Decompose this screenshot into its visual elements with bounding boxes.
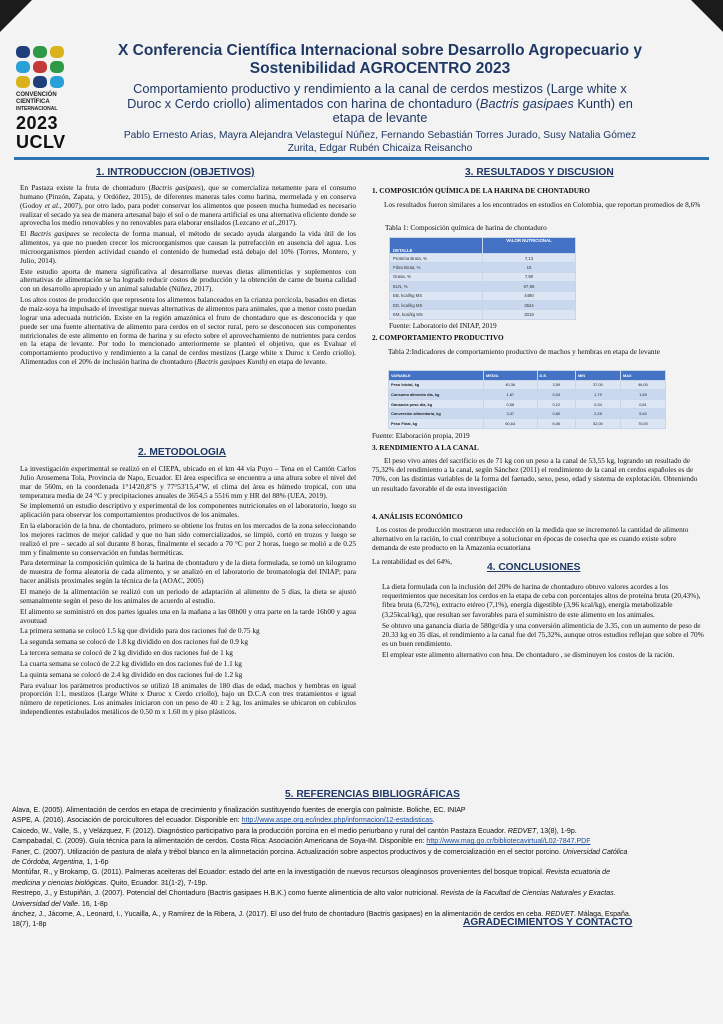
- reference-item: [12, 858, 712, 868]
- reference-item: [12, 900, 712, 910]
- logo-name: UCLV: [16, 132, 66, 152]
- table-row: [389, 399, 666, 409]
- text: se recolecta de forma manual, el método de secado ayuda alargando la vida útil de los alimentos, ya que no pueden crecer los microorganismos que causan la putrefacción en ausencia del agua. Los microorganismos pierden actividad cuando el contenido de humedad está debajo del 10% (Torres, Montero, y Julio, 2014).: [20, 229, 356, 265]
- methods-paragraph: La investigación experimental se realizó en el CIEPA, ubicado en el km 44 vía Puyo – Tena en el Cantón Carlos Julio Arosemena Tola, Provincia de Napo, Ecuador. El área especifica se encuentra a una altura sobre el nivel del mar de 560m, en la coordenada 1°14'20,8"S y 77°53'15,4"W, el clima del área es húmedo tropical, con una temperatura media de 24 °C y precipitaciones anuales de 3654,5 a 5516 mm y HR del 88% (UEA, 2019).: [20, 464, 356, 500]
- table-productive-indicators: [388, 370, 666, 429]
- text: ., 2007), por otro lado, para poder conservar los alimentos que poseen mucha humedad es necesario realizar el secado ya sea de manera artesanal bajo el sol o de manera artificial es una alternativa eficiente donde se aprovecha los medio renovables y no renovables para elaborar ensilados (Lezcano: [20, 200, 356, 228]
- text: en etapa de levante.: [267, 357, 327, 367]
- header-divider: [14, 157, 709, 160]
- logo-year: 2023: [16, 113, 59, 133]
- conclusions-body: [382, 582, 704, 660]
- text: Revista de la Facultad de Ciencias Naturales y Exactas.: [440, 890, 616, 898]
- table-cell: 40,36: [484, 380, 538, 390]
- text: Universidad Católica: [562, 848, 628, 856]
- poster-title-line3: etapa de levante: [332, 110, 428, 125]
- methods-paragraph: El manejo de la alimentación se realizó con un periodo de adaptación al alimento de 5 días, la dieta se ajustó semanalmente según el peso de los animales de acuerdo al estudio.: [20, 586, 356, 605]
- poster-title-text: Kunth) en: [573, 95, 633, 111]
- intro-paragraph: Este estudio aporta de manera significativa al desarrollarse nuevas dietas alimenticias y suplementos con alternativas de alimentación se ha logrado reducir costos de producción y la obtención de carne de buena calidad con un desarrollo apropiado y un animal saludable (Núñez, 2017).: [20, 266, 356, 294]
- conference-title: [80, 42, 680, 78]
- logo-line2: CIENTÍFICA: [16, 99, 50, 105]
- table-cell: 0,80: [537, 409, 575, 419]
- methods-paragraph: Se implementó un estudio descriptivo y experimental de los componentes nutricionales en el laboratorio, luego su aplicación para observar los comportamientos productivos de los animales.: [20, 501, 356, 520]
- reference-item: [12, 889, 712, 899]
- table-nutritional-composition: [389, 237, 576, 320]
- text: ), que se comercializa netamente para el consumo humano (Pinzón, Zapata, y Ordóñez, 2015), de diferentes maneras tales como harina, mermelada y en conserva (Godoy: [20, 183, 356, 210]
- reference-item: 18(7), 1-8p: [12, 921, 47, 929]
- results-sub3: 3. RENDIMIENTO A LA CANAL: [372, 443, 479, 452]
- table-cell: EB, kcal/kg MS: [390, 291, 483, 300]
- text: .,2017).: [274, 218, 297, 228]
- table-cell: 52,00: [575, 418, 620, 428]
- table-header-row: [389, 371, 666, 381]
- text: . Quito, Ecuador. 31(1-2), 7-19p.: [106, 879, 208, 887]
- text: medicina y ciencias biológicas: [12, 879, 107, 887]
- table-cell: Peso Final, kg: [389, 418, 484, 428]
- text: . 16, 1-8p: [77, 900, 108, 908]
- table-cell: 0,12: [537, 399, 575, 409]
- conclusion-paragraph: La dieta formulada con la inclusión del 20% de harina de chontaduro obtuvo valores acordes a los requerimientos que necesitan los cerdos en la etapa de ceba con porcentajes altos de proteína bruta (20,43%), fibra bruta (6,72%), extracto etéreo (7,1%), energía digestible (3,96 kcal/kg), energía metabolizable (3,25kcal/kg), que resultan ser favorables para el suministro de este alimento en los animales.: [382, 582, 701, 619]
- table-cell: 3,59: [537, 380, 575, 390]
- text: Montúfar, R., y Brokamp, G. (2011). Palmeras aceiteras del Ecuador: estado del arte en la investigación de nuevos recursos oleaginosos provenientes del bosque tropical.: [12, 869, 546, 877]
- table1-source: Fuente: Laboratorio del INIAP, 2019: [389, 321, 497, 330]
- table1-caption: Tabla 1: Composición química de harina de chontaduro: [385, 223, 547, 232]
- results-sub2: 2. COMPORTAMIENTO PRODUCTIVO: [372, 333, 504, 342]
- text: Revista ecuatoria de: [545, 869, 611, 877]
- table-cell: 67,95: [483, 282, 576, 291]
- table2-caption: Tabla 2:Indicadores de comportamiento productivo de machos y hembras en etapa de levante: [388, 347, 660, 356]
- methods-paragraph: El alimento se suministró en dos partes iguales una en la mañana a las 08h00 y otra parte en la tarde 16h00 y agua avoutuad: [20, 606, 356, 625]
- reference-item: [12, 879, 712, 889]
- methods-paragraph: Para evaluar los parámetros productivos se utilizó 18 animales de 180 días de edad, machos y hembras en igual proporción 1:1, mestizos (Large White x Duroc x Cerdo criollo), bajo un D.C.A con tres tratamientos e igual número de repeticiones. Los animales iniciaron con un peso de 40 ± 2 kg, los animales se ubicaron en cubículos independientes estabulados metálicos de 0.50 m x 1.60 m y piso plásticos.: [20, 680, 356, 717]
- text: , 13(8), 1-9p.: [536, 827, 577, 835]
- conference-title-line2: Sostenibilidad AGROCENTRO 2023: [249, 60, 511, 77]
- results-sub4-text2: La rentabilidad es del 64%,: [372, 557, 453, 566]
- results-sub4: 4. ANÁLISIS ECONÓMICO: [372, 512, 463, 521]
- table-cell: ELN, %: [390, 282, 483, 291]
- corner-triangle-top-right: [691, 0, 723, 32]
- table-cell: ED, kcal/kg MS: [390, 300, 483, 309]
- results-sub3-text: El peso vivo antes del sacrificio es de 71 kg con un peso a la canal de 53,55 kg, logrando un resultado de 75,32% del rendimiento a la canal, según Sánchez (2011) el rendimiento de la canal en cerdos españoles es de 70%, con las distintas variables de la forma del faenado, sexo, peso, edad y sistema de explotación. Obteniendo un resultado favorable el de esta investigación: [372, 456, 698, 493]
- table-cell: 3524: [483, 300, 576, 309]
- table-cell: 10: [483, 263, 576, 272]
- table-row: [390, 254, 576, 263]
- table-row: [389, 409, 666, 419]
- table-cell: Consumo alimento día, kg: [389, 390, 484, 400]
- methods-paragraph: La primera semana se colocó 1.5 kg que dividido para dos raciones fué de 0.75 kg: [20, 626, 260, 636]
- conference-logo: [16, 46, 68, 151]
- logo-line3: INTERNACIONAL: [16, 106, 58, 112]
- logo-tile: [16, 61, 30, 73]
- table-cell: 0,58: [484, 399, 538, 409]
- conclusion-paragraph: Se obtuvo una ganancia diaria de 580gr/día y una conversión alimenticia de 3.35, con un aumento de peso de 20.33 kg en 35 días, el rendimiento a la canal fue del 75,32%, aunque otros estudios reflejan que sobre el 70% es un buen rendimiento.: [382, 620, 704, 649]
- table-row: [389, 390, 666, 400]
- text: Los altos costos de producción que representa los alimentos balanceados en la crianza porcícola, basados en dietas de maíz-soya ha impulsado el investigar nuevas alternativas de alimentos para animales, que a menor costo puedan lograr una adecuada nutrición. Existe en la región amazónica el fruto de chontaduro que es desconocida y que puede ser una fuente alternativa de alimento para cerdos en el sector rural, pero se desconocen sus componentes nutricionales de este alimento en forma de harina y su efecto sobre el aprovechamiento de nutrientes para cerdos en la etapa de levante. Por todo lo mencionado anteriormente se planteó el objetivo, que es Evaluar el comportamiento productivo y rendimiento a la canal de cerdos mestizos (Large white x Duroc x Cerdo criollo). Alimentados con el 20% de inclusión harina de chontaduro (: [20, 295, 356, 367]
- methods-paragraph: Para determinar la composición química de la harina de chontaduro y de la dieta formulada, se tomó un kilogramo de muestra de forma aleatoria de cada alimento, y se analizó en el laboratorio de bromatología del INIAP; para hacer análisis proximales según la técnica de la (AOAC, 2005): [20, 558, 356, 586]
- text: Bactris gasipaes: [151, 183, 201, 192]
- text: Caicedo, W., Valle, S., y Velázquez, F. (2012). Diagnóstico participativo para la producción porcina en el medio periurbano y rural del cantón Pastaza Ecuador.: [12, 827, 508, 835]
- text: Restrepo, J., y Estupiñán, J. (2007). Potencial del Chontaduro (Bactris gasipaes H.B.K.) como fuente alimenticia de alto valor nutricional.: [12, 890, 441, 898]
- table2-source: Fuente: Elaboración propia, 2019: [372, 431, 470, 440]
- text: et al: [261, 218, 275, 228]
- table-header-row: [390, 238, 576, 254]
- table-header-cell: MEDIA: [484, 371, 538, 381]
- table-cell: 3,37: [484, 409, 538, 419]
- table-header-cell: VARIABLE: [389, 371, 484, 381]
- table-header-cell: VALOR NUTRICIONAL: [483, 238, 576, 254]
- table-cell: 1,87: [484, 390, 538, 400]
- intro-paragraph: [20, 296, 356, 367]
- table-row: [389, 380, 666, 390]
- methods-body: [20, 465, 356, 719]
- text: REDVET: [545, 911, 574, 919]
- poster-title: [80, 82, 680, 126]
- table-cell: 0,34: [575, 399, 620, 409]
- table-cell: 7,90: [483, 272, 576, 281]
- reference-item: [12, 827, 712, 837]
- text: Bactris gasipaes Kunth): [196, 357, 268, 367]
- conclusions-heading: 4. CONCLUSIONES: [487, 562, 581, 573]
- reference-item: [12, 848, 712, 858]
- intro-body: [20, 184, 356, 369]
- text: El: [20, 229, 30, 239]
- conference-title-line1: X Conferencia Científica Internacional sobre Desarrollo Agropecuario y: [118, 42, 642, 59]
- poster-title-line1: Comportamiento productivo y rendimiento a la canal de cerdos mestizos (Large white x: [133, 81, 627, 96]
- text: En Pastaza existe la fruta de chontaduro (: [20, 183, 151, 192]
- logo-tile: [50, 61, 64, 73]
- table-cell: 2,28: [575, 409, 620, 419]
- conclusion-paragraph: El emplear este alimento alternativo con hna. De chontaduro , se disminuyen los costos de la ración.: [382, 650, 675, 660]
- methods-paragraph: La tercera semana se colocó de 2 kg dividido en dos raciones fué de 1 kg: [20, 648, 233, 658]
- results-sub1: 1. COMPOSICIÓN QUÍMICA DE LA HARINA DE CHONTADURO: [372, 186, 590, 195]
- logo-tile: [33, 61, 47, 73]
- methods-paragraph: La cuarta semana se colocó de 2.2 kg dividido en dos raciones fué de 1.1 kg: [20, 658, 242, 668]
- table-row: [390, 291, 576, 300]
- reference-item: [12, 868, 712, 878]
- text: .: [432, 817, 435, 825]
- methods-paragraph: La quinta semana se colocó de 2.4 kg dividido en dos raciones fué de 1.2 kg: [20, 669, 243, 679]
- table-cell: 6,06: [537, 418, 575, 428]
- poster-title-text: Duroc x Cerdo criollo) alimentados con harina de chontaduro (: [127, 95, 480, 111]
- table-cell: Peso Inicial, kg: [389, 380, 484, 390]
- intro-paragraph: [20, 184, 356, 228]
- logo-mark: [16, 46, 68, 88]
- intro-paragraph: [20, 230, 356, 265]
- table-cell: Fibra Bruta, %: [390, 263, 483, 272]
- table-row: [390, 282, 576, 291]
- table-cell: 0,03: [537, 390, 575, 400]
- table-header-cell: MAX: [620, 371, 665, 381]
- methods-paragraph: En la elaboración de la hna. de chontaduro, primero se obtiene los frutos en los mercados de la zona seleccionando los mejores racimos de mejor calidad y que no han sido comercializados, se limpió, cortó en trozos y luego se realizó el pre – secado al sol durante 8 horas, finalmente el secado a 70 °C por 2 horas, luego se molió a de 0.25 mm y finalmente su conservación en fundas herméticas.: [20, 521, 356, 557]
- poster-title-line2: [80, 97, 680, 112]
- table-cell: EM, kcal/kg MS: [390, 310, 483, 319]
- table-cell: 1,89: [620, 390, 665, 400]
- acknowledgements-heading: AGRADECIMIENTOS Y CONTACTO: [463, 917, 633, 928]
- text: Bactris gasipaes: [29, 229, 80, 239]
- reference-item: Alava, E. (2005). Alimentación de cerdos en etapa de crecimiento y finalización sustituyendo fuentes de energía con palmiste. Boliche, EC. INIAP: [12, 807, 466, 814]
- references-heading: 5. REFERENCIAS BIBLIOGRÁFICAS: [285, 789, 460, 800]
- table-cell: Proteína Bruta, %: [390, 254, 483, 263]
- text: , 1, 1-6p: [82, 859, 109, 867]
- text: de Córdoba, Argentina: [12, 859, 83, 867]
- methods-paragraph: La segunda semana se colocó de 1.8 kg dividido en dos raciones fué de 0.9 kg: [20, 637, 248, 647]
- intro-heading: 1. INTRODUCCION (OBJETIVOS): [96, 167, 255, 178]
- table-row: [390, 310, 576, 319]
- logo-text: [16, 92, 68, 113]
- text: Faner, C. (2007). Utilización de pastura de alafa y trébol blanco en la alimnetación porcina. Actualización sobre aspectos productivos y de comercialización en el sector porcino.: [12, 848, 563, 856]
- table-cell: 5,40: [620, 409, 665, 419]
- table-cell: 46,00: [620, 380, 665, 390]
- logo-tile: [16, 46, 30, 58]
- poster-title-species: Bactris gasipaes: [479, 95, 574, 111]
- table-cell: 0,81: [620, 399, 665, 409]
- table-header-cell: MIN: [575, 371, 620, 381]
- table-cell: 4480: [483, 291, 576, 300]
- table-cell: 70,00: [620, 418, 665, 428]
- reference-item: [12, 816, 712, 826]
- table-cell: Conversión alimentaria, kg: [389, 409, 484, 419]
- results-heading: 3. RESULTADOS Y DISCUSION: [465, 167, 614, 178]
- text: et al: [44, 200, 58, 210]
- table-header-cell: DETALLE: [390, 238, 483, 254]
- text: Campabadal, C. (2009). Guía técnica para la alimentación de cerdos. Costa Rica: Asociación Americana de Soya-IM. Disponible en:: [12, 838, 427, 846]
- methods-heading: 2. METODOLOGIA: [138, 447, 227, 458]
- authors-line2: Zurita, Edgar Rubén Chicaiza Reisancho: [287, 142, 473, 154]
- logo-line1: CONVENCIÓN: [16, 92, 57, 98]
- logo-tile: [50, 46, 64, 58]
- table-cell: Grasa, %: [390, 272, 483, 281]
- table-cell: 1,79: [575, 390, 620, 400]
- logo-tile: [33, 76, 47, 88]
- table-cell: 37,00: [575, 380, 620, 390]
- logo-tile: [50, 76, 64, 88]
- logo-tile: [33, 46, 47, 58]
- text: . Málaga, España.: [573, 911, 631, 919]
- references-list: [12, 806, 712, 931]
- table-row: [390, 263, 576, 272]
- corner-triangle-top-left: [0, 0, 32, 32]
- results-sub1-text: Los resultados fueron similares a los encontrados en estudios en Colombia, que reportan promedios de 8,6%: [384, 200, 701, 209]
- table-cell: 60,64: [484, 418, 538, 428]
- reference-item: [12, 837, 712, 847]
- text: ASPE, A. (2016). Asociación de porcicultores del ecuador. Disponible en:: [12, 817, 242, 825]
- table-row: [390, 272, 576, 281]
- table-row: [390, 300, 576, 309]
- text: ánchez, J., Jácome, A., Leonard, I., Yucailla, A., y Ramírez de la Ribera, J. (2017). El uso del fruto de chontaduro (Bactris gasipaes) en la alimentación de cerdos en ceba.: [12, 911, 546, 919]
- text: Universidad del Valle: [12, 900, 78, 908]
- authors-line1: Pablo Ernesto Arias, Mayra Alejandra Velasteguí Núñez, Fernando Sebastián Torres Jurado, Susy Natalia Gómez: [123, 130, 637, 141]
- table-cell: 3019: [483, 310, 576, 319]
- reference-link[interactable]: http://www.aspe.org.ec/index.php/informacion/12-estadisticas: [241, 817, 433, 825]
- table-header-cell: D.E.: [537, 371, 575, 381]
- table-cell: 7,13: [483, 254, 576, 263]
- logo-tile: [16, 76, 30, 88]
- table-row: [389, 418, 666, 428]
- text: REDVET: [507, 827, 537, 835]
- authors: [80, 130, 680, 155]
- reference-link[interactable]: http://www.mag.go.cr/bibliotecavirtual/L02-7847.PDF: [426, 838, 591, 846]
- table-cell: Ganancia peso día, kg: [389, 399, 484, 409]
- results-sub4-text: Los costos de producción mostraron una reducción en la medida que se incrementó la cantidad de alimento alternativo en la ración, lo cual contribuye a solucionar en épocas de cosecha que es cuando existe sobre demanda de este producto en la Amazonia ecuatoriana: [372, 525, 689, 553]
